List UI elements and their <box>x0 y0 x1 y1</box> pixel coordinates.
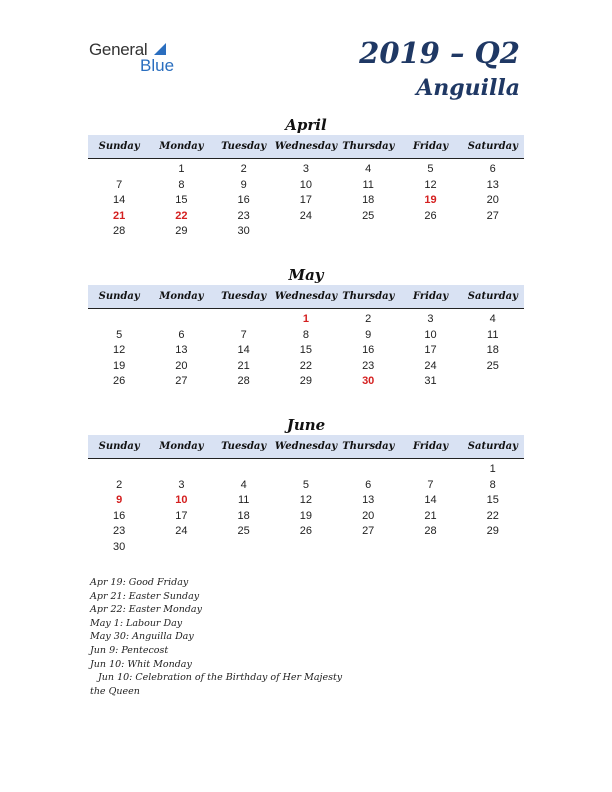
weekday-label: Tuesday <box>221 441 267 452</box>
weekday-label: Sunday <box>98 291 140 302</box>
day-cell: 20 <box>175 359 188 372</box>
day-cell: 27 <box>362 525 375 537</box>
weekday-label: Friday <box>412 441 449 452</box>
day-cell: 8 <box>178 178 185 191</box>
day-cell: 6 <box>489 163 496 175</box>
weekday-label: Wednesday <box>274 441 338 452</box>
day-cell: 11 <box>237 494 250 506</box>
day-grid <box>88 312 524 390</box>
day-cell: 21 <box>113 209 126 222</box>
day-cell: 23 <box>113 525 126 537</box>
day-cell: 14 <box>113 194 126 206</box>
weekday-label: Friday <box>412 291 449 302</box>
day-cell: 29 <box>486 525 499 537</box>
holiday-note: Jun 9: Pentecost <box>90 644 169 656</box>
day-cell: 18 <box>237 509 250 522</box>
day-cell: 13 <box>175 344 188 356</box>
day-cell: 28 <box>237 375 250 387</box>
day-cell: 4 <box>240 478 247 491</box>
day-cell: 16 <box>237 194 250 206</box>
day-cell: 9 <box>116 494 123 506</box>
day-cell: 3 <box>178 478 185 491</box>
weekday-label: Saturday <box>467 441 518 452</box>
weekday-label: Thursday <box>342 441 395 452</box>
weekday-label: Tuesday <box>221 291 267 302</box>
month-may <box>88 265 524 390</box>
day-cell: 6 <box>365 478 372 491</box>
day-cell: 29 <box>299 375 313 387</box>
day-cell: 22 <box>299 359 313 372</box>
day-cell: 19 <box>299 509 313 522</box>
day-cell: 26 <box>424 209 437 222</box>
month-name: May <box>288 266 324 284</box>
logo-triangle-icon <box>154 43 166 55</box>
day-cell: 5 <box>302 478 309 491</box>
weekday-label: Sunday <box>98 441 140 452</box>
day-cell: 15 <box>299 344 313 356</box>
holiday-note: the Queen <box>90 685 140 697</box>
day-cell: 12 <box>299 494 313 506</box>
day-cell: 31 <box>424 375 437 387</box>
weekday-header <box>88 135 524 159</box>
day-cell: 24 <box>424 359 437 372</box>
day-grid <box>88 162 524 240</box>
day-grid <box>88 462 524 555</box>
day-cell: 28 <box>424 525 437 537</box>
day-cell: 3 <box>302 163 309 175</box>
day-cell: 9 <box>240 178 247 191</box>
day-cell: 16 <box>113 509 126 522</box>
weekday-label: Thursday <box>342 291 395 302</box>
day-cell: 1 <box>302 313 309 325</box>
weekday-label: Saturday <box>467 291 518 302</box>
day-cell: 17 <box>175 509 188 522</box>
holiday-notes <box>90 576 410 698</box>
page-title: 2019 – Q2 <box>359 36 520 70</box>
day-cell: 30 <box>113 540 126 553</box>
day-cell: 7 <box>240 328 247 341</box>
day-cell: 4 <box>365 163 372 175</box>
country-name: Anguilla <box>416 75 520 101</box>
day-cell: 29 <box>175 225 188 237</box>
day-cell: 2 <box>116 478 123 491</box>
day-cell: 30 <box>237 225 250 237</box>
logo <box>89 40 189 76</box>
day-cell: 17 <box>299 194 313 206</box>
day-cell: 14 <box>237 344 250 356</box>
holiday-note: Apr 22: Easter Monday <box>90 604 202 616</box>
weekday-header <box>88 285 524 309</box>
day-cell: 5 <box>427 163 434 175</box>
day-cell: 24 <box>175 525 188 537</box>
day-cell: 2 <box>240 163 247 175</box>
logo-word-blue: Blue <box>140 56 175 75</box>
day-cell: 10 <box>175 494 188 506</box>
weekday-label: Monday <box>159 441 204 452</box>
holiday-note: Jun 10: Whit Monday <box>90 658 192 670</box>
day-cell: 9 <box>365 328 372 341</box>
weekday-header <box>88 435 524 459</box>
day-cell: 22 <box>486 509 499 522</box>
day-cell: 12 <box>424 178 437 191</box>
day-cell: 7 <box>116 178 123 191</box>
day-cell: 12 <box>113 344 126 356</box>
day-cell: 14 <box>424 494 437 506</box>
day-cell: 15 <box>175 194 188 206</box>
day-cell: 10 <box>299 178 313 191</box>
day-cell: 11 <box>362 178 374 191</box>
day-cell: 21 <box>237 359 250 372</box>
weekday-label: Friday <box>412 141 449 152</box>
day-cell: 25 <box>237 525 250 537</box>
day-cell: 19 <box>424 194 437 206</box>
day-cell: 3 <box>427 313 434 325</box>
day-cell: 23 <box>362 359 375 372</box>
day-cell: 27 <box>486 209 499 222</box>
day-cell: 30 <box>362 375 375 387</box>
day-cell: 18 <box>486 344 499 356</box>
day-cell: 2 <box>365 313 372 325</box>
weekday-label: Saturday <box>467 141 518 152</box>
day-cell: 13 <box>486 178 499 191</box>
day-cell: 5 <box>116 328 123 341</box>
day-cell: 27 <box>175 375 188 387</box>
day-cell: 6 <box>178 328 185 341</box>
weekday-label: Wednesday <box>274 291 338 302</box>
month-april <box>88 115 524 240</box>
day-cell: 28 <box>113 225 126 237</box>
holiday-note: May 1: Labour Day <box>90 617 183 629</box>
day-cell: 20 <box>362 509 375 522</box>
weekday-label: Thursday <box>342 141 395 152</box>
day-cell: 7 <box>427 478 434 491</box>
holiday-note: Apr 19: Good Friday <box>90 577 189 588</box>
holiday-note: Jun 10: Celebration of the Birthday of Her Majesty <box>98 672 343 684</box>
day-cell: 13 <box>362 494 375 506</box>
weekday-label: Wednesday <box>274 141 338 152</box>
weekday-label: Monday <box>159 141 204 152</box>
day-cell: 19 <box>113 359 126 372</box>
day-cell: 1 <box>489 463 496 475</box>
day-cell: 24 <box>299 209 313 222</box>
day-cell: 1 <box>178 163 185 175</box>
day-cell: 25 <box>362 209 375 222</box>
day-cell: 20 <box>486 194 499 206</box>
day-cell: 25 <box>486 359 499 372</box>
day-cell: 4 <box>489 313 496 325</box>
day-cell: 22 <box>175 209 188 222</box>
day-cell: 18 <box>362 194 375 206</box>
day-cell: 8 <box>489 478 496 491</box>
day-cell: 10 <box>424 328 437 341</box>
day-cell: 23 <box>237 209 250 222</box>
holiday-note: May 30: Anguilla Day <box>90 631 194 643</box>
month-june <box>88 415 524 555</box>
logo-word-general: General <box>89 40 148 59</box>
day-cell: 26 <box>299 525 313 537</box>
weekday-label: Monday <box>159 291 204 302</box>
holiday-note: Apr 21: Easter Sunday <box>90 590 200 602</box>
day-cell: 8 <box>302 328 309 341</box>
day-cell: 15 <box>486 494 499 506</box>
day-cell: 17 <box>424 344 437 356</box>
day-cell: 21 <box>424 509 437 522</box>
weekday-label: Tuesday <box>221 141 267 152</box>
weekday-label: Sunday <box>98 141 140 152</box>
day-cell: 26 <box>113 375 126 387</box>
month-name: April <box>285 116 327 134</box>
day-cell: 16 <box>362 344 375 356</box>
day-cell: 11 <box>487 328 499 341</box>
month-name: June <box>286 416 326 434</box>
